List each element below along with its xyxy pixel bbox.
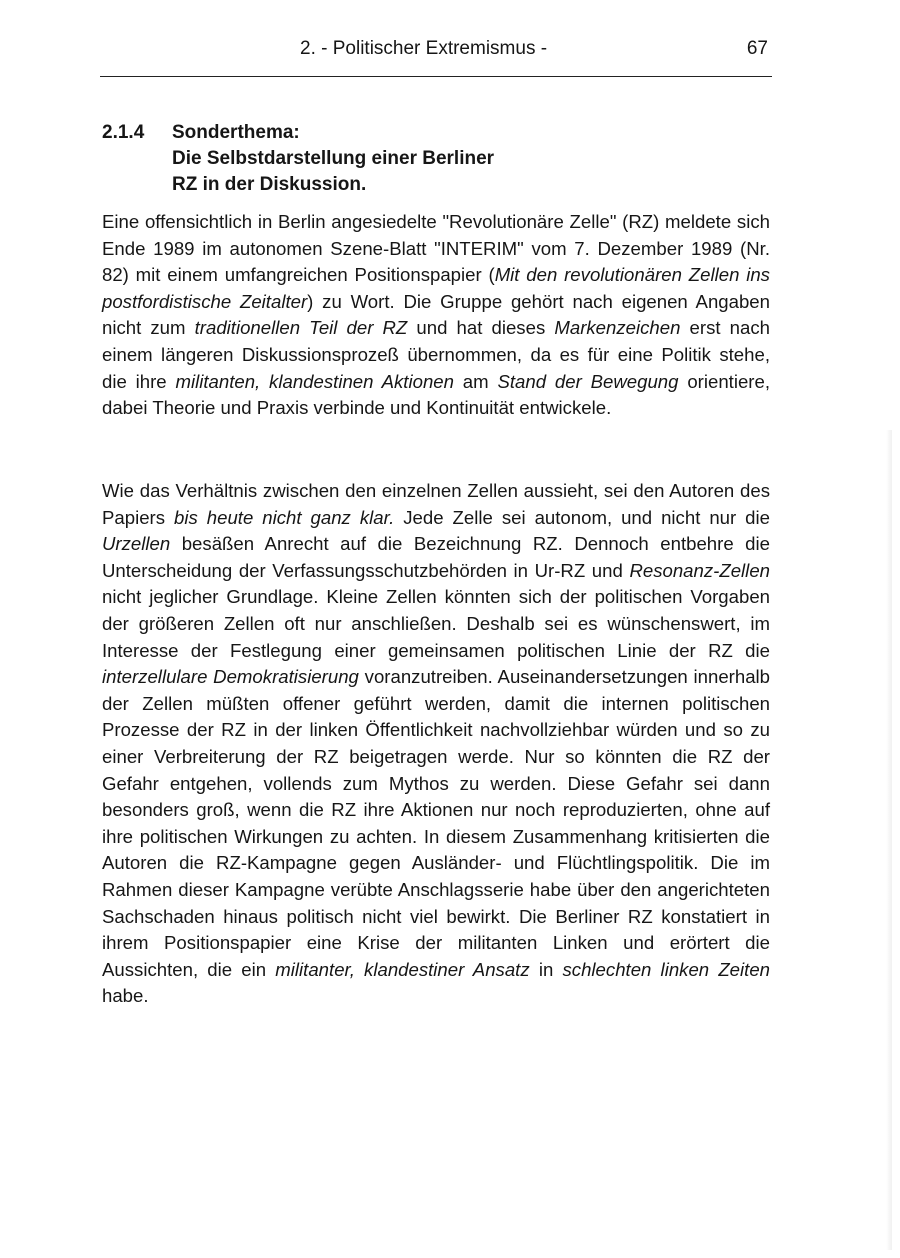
italic-run: bis heute nicht ganz klar. [174,506,395,528]
page-header [100,38,770,64]
italic-run: Resonanz-Zellen [629,559,770,581]
text-run: erst nach einem längeren Diskussionsprozeß übernommen, da es für eine Politik stehe, die ihre [102,317,770,392]
text-run: ) zu Wort. Die Gruppe gehört nach eigenen Angaben nicht zum [102,290,770,339]
text-run: habe. [102,985,149,1007]
body-paragraph-2 [102,478,770,1010]
italic-run: schlechten linken Zeiten [562,958,770,980]
italic-run: Stand der Bewegung [497,370,679,392]
text-run: orientiere, dabei Theorie und Praxis verbinde und Kontinuität entwickele. [102,370,770,419]
section-number: 2.1.4 [102,122,145,143]
italic-run: interzellulare Demokratisierung [102,666,359,688]
section-title-line: Die Selbstdarstellung einer Berliner [172,148,495,169]
italic-run: militanter, klandestiner Ansatz [275,958,530,980]
section-title [172,120,494,198]
text-run: in [529,958,563,980]
italic-run: Markenzeichen [554,317,681,339]
text-run: Eine offensichtlich in Berlin angesiedelte "Revolutionäre Zelle" (RZ) meldete sich Ende 1989 im autonomen Szene-Blatt "INTERIM" vom 7. Dezember 1989 (Nr. 82) mit einem umfangreichen Positionspapier ( [102,211,770,286]
header-rule [100,76,772,77]
text-run: Wie das Verhältnis zwischen den einzelnen Zellen aussieht, sei den Autoren des Papiers [102,480,770,528]
italic-run: Urzellen [102,533,171,555]
running-title: 2. - Politischer Extremismus - [300,38,548,59]
page-number: 67 [746,38,768,59]
text-run: am [453,370,498,392]
text-run: besäßen Anrecht auf die Bezeichnung RZ. Dennoch entbehre die Unterscheidung der Verfassungsschutzbehörden in Ur-RZ und [102,533,770,581]
italic-run: militanten, klandestinen Aktionen [175,370,454,392]
scan-edge-shadow [886,430,892,1250]
text-run: voranzutreiben. Auseinandersetzungen innerhalb der Zellen müßten offener geführt werden, damit die internen politischen Prozesse der RZ in der linken Öffentlichkeit nachvollziehbar würden und so zu einer Verbreiterung der RZ beigetragen werde. Nur so könnten die RZ der Gefahr entgehen, vollends zum Mythos zu werden. Diese Gefahr sei dann besonders groß, wenn die RZ ihre Aktionen nur noch reproduzierten, ohne auf ihre politischen Wirkungen zu achten. In diesem Zusammenhang kritisierten die Autoren die RZ-Kampagne gegen Ausländer- und Flüchtlingspolitik. Die im Rahmen dieser Kampagne verübte Anschlagsserie habe über den angerichteten Sachschaden hinaus politisch nicht viel bewirkt. Die Berliner RZ konstatiert in ihrem Positionspapier eine Krise der militanten Linken und erörtert die Aussichten, die ein [102,666,771,980]
section-title-line: RZ in der Diskussion. [172,174,367,195]
section-title-line: Sonderthema: [172,122,300,143]
text-run: Jede Zelle sei autonom, und nicht nur die [394,506,770,528]
body-paragraph-1 [102,209,770,422]
text-run: nicht jeglicher Grundlage. Kleine Zellen könnten sich der politischen Vorgaben der größeren Zellen oft nur anschließen. Deshalb sei es wünschenswert, im Interesse der Festlegung einer gemeinsamen politischen Linie der RZ die [102,586,770,661]
text-run: und hat dieses [407,317,555,339]
italic-run: traditionellen Teil der RZ [194,317,408,339]
italic-run: Mit den revolutionären Zellen ins postfordistische Zeitalter [102,264,770,312]
